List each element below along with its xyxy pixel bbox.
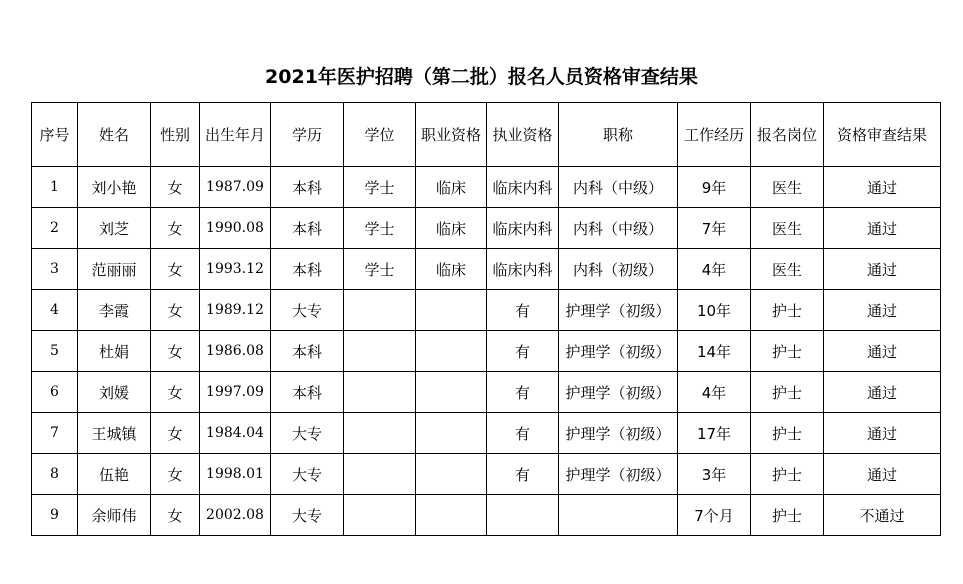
table-cell: 6 [32,372,78,413]
table-cell: 大专 [271,413,344,454]
table-cell: 临床 [416,249,487,290]
table-cell: 护士 [751,372,824,413]
table-cell: 刘媛 [78,372,151,413]
header-cell: 报名岗位 [751,103,824,167]
table-cell: 护理学（初级） [559,372,678,413]
table-cell: 10年 [678,290,751,331]
table-cell: 有 [487,454,559,495]
table-cell: 1 [32,167,78,208]
table-cell: 1989.12 [200,290,271,331]
header-cell: 职称 [559,103,678,167]
table-cell: 1984.04 [200,413,271,454]
table-cell: 女 [151,290,200,331]
header-cell: 学历 [271,103,344,167]
table-cell: 3 [32,249,78,290]
header-cell: 工作经历 [678,103,751,167]
table-cell: 临床 [416,208,487,249]
table-cell [344,290,416,331]
table-cell: 女 [151,372,200,413]
page-title: 2021年医护招聘（第二批）报名人员资格审查结果 [265,66,698,88]
table-cell: 伍艳 [78,454,151,495]
table-cell: 7 [32,413,78,454]
table-cell: 通过 [824,208,941,249]
table-cell: 护理学（初级） [559,413,678,454]
table-cell: 李霞 [78,290,151,331]
header-cell: 姓名 [78,103,151,167]
table-cell: 有 [487,290,559,331]
table-cell: 2002.08 [200,495,271,536]
table-cell: 9 [32,495,78,536]
table-cell: 1986.08 [200,331,271,372]
table-cell: 王城镇 [78,413,151,454]
table-cell: 通过 [824,413,941,454]
table-row [32,290,941,331]
table-cell: 通过 [824,249,941,290]
table-cell: 14年 [678,331,751,372]
table-cell: 临床内科 [487,249,559,290]
table-cell: 1998.01 [200,454,271,495]
table-cell: 7年 [678,208,751,249]
table-cell: 17年 [678,413,751,454]
table-cell [344,331,416,372]
header-cell: 执业资格 [487,103,559,167]
table-cell [416,413,487,454]
table-row [32,495,941,536]
table-cell: 通过 [824,372,941,413]
table-cell: 学士 [344,208,416,249]
header-cell: 职业资格 [416,103,487,167]
table-cell [559,495,678,536]
table-cell [344,413,416,454]
table-cell: 女 [151,249,200,290]
table-row [32,413,941,454]
table-row [32,454,941,495]
table-cell [416,331,487,372]
header-cell: 出生年月 [200,103,271,167]
table-cell [344,372,416,413]
table-cell: 护理学（初级） [559,454,678,495]
table-cell [416,372,487,413]
table-cell: 8 [32,454,78,495]
table-cell: 内科（中级） [559,208,678,249]
table-cell [344,454,416,495]
table-cell: 本科 [271,249,344,290]
table-cell: 本科 [271,372,344,413]
results-table [31,102,941,536]
table-cell: 7个月 [678,495,751,536]
table-row [32,372,941,413]
table-cell: 医生 [751,249,824,290]
table-cell: 范丽丽 [78,249,151,290]
table-cell: 1987.09 [200,167,271,208]
table-cell: 女 [151,208,200,249]
table-cell: 余师伟 [78,495,151,536]
table-cell [416,454,487,495]
table-cell: 女 [151,167,200,208]
table-cell: 临床内科 [487,167,559,208]
table-cell: 杜娟 [78,331,151,372]
table-cell: 临床内科 [487,208,559,249]
table-cell: 内科（中级） [559,167,678,208]
table-cell: 有 [487,372,559,413]
table-cell: 本科 [271,208,344,249]
table-cell: 通过 [824,454,941,495]
table-cell: 学士 [344,249,416,290]
table-cell: 女 [151,331,200,372]
table-cell [344,495,416,536]
table-cell: 不通过 [824,495,941,536]
table-cell: 9年 [678,167,751,208]
table-cell: 5 [32,331,78,372]
table-cell: 医生 [751,167,824,208]
table-cell: 3年 [678,454,751,495]
table-cell: 大专 [271,290,344,331]
table-row [32,167,941,208]
table-row [32,331,941,372]
header-row [32,103,941,167]
table-cell: 通过 [824,167,941,208]
table-cell: 通过 [824,290,941,331]
table-cell: 2 [32,208,78,249]
table-body [32,167,941,536]
table-cell: 1990.08 [200,208,271,249]
table-cell [416,495,487,536]
table-cell: 女 [151,413,200,454]
table-cell: 护士 [751,290,824,331]
header-cell: 学位 [344,103,416,167]
header-cell: 序号 [32,103,78,167]
table-cell: 4 [32,290,78,331]
table-cell: 刘芝 [78,208,151,249]
table-cell [487,495,559,536]
table-cell: 医生 [751,208,824,249]
table-cell: 大专 [271,495,344,536]
table-cell: 护士 [751,413,824,454]
table-cell: 1993.12 [200,249,271,290]
table-cell: 护理学（初级） [559,331,678,372]
table-cell: 刘小艳 [78,167,151,208]
table-cell: 内科（初级） [559,249,678,290]
table-cell: 4年 [678,372,751,413]
table-cell: 临床 [416,167,487,208]
table-cell: 有 [487,331,559,372]
table-cell: 女 [151,454,200,495]
table-cell [416,290,487,331]
table-row [32,208,941,249]
table-cell: 护士 [751,454,824,495]
table-cell: 4年 [678,249,751,290]
table-cell: 有 [487,413,559,454]
header-cell: 性别 [151,103,200,167]
table-row [32,249,941,290]
table-cell: 1997.09 [200,372,271,413]
table-cell: 通过 [824,331,941,372]
table-cell: 护士 [751,495,824,536]
table-cell: 护士 [751,331,824,372]
table-cell: 本科 [271,167,344,208]
header-cell: 资格审查结果 [824,103,941,167]
table-cell: 大专 [271,454,344,495]
table-cell: 学士 [344,167,416,208]
table-cell: 护理学（初级） [559,290,678,331]
table-cell: 女 [151,495,200,536]
table-cell: 本科 [271,331,344,372]
